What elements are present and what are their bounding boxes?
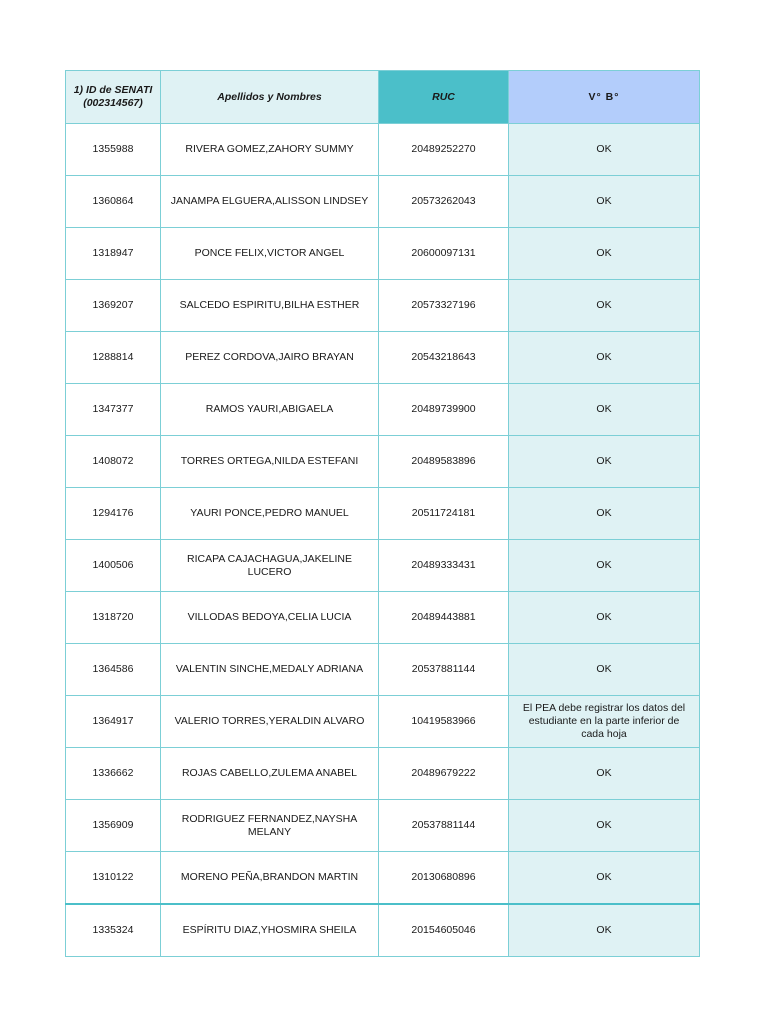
cell-id: 1310122 xyxy=(66,852,161,905)
cell-name: RODRIGUEZ FERNANDEZ,NAYSHA MELANY xyxy=(161,800,379,852)
table-body xyxy=(66,124,700,957)
cell-ruc: 20154605046 xyxy=(379,904,509,957)
table-row xyxy=(66,280,700,332)
cell-vb: OK xyxy=(509,124,700,176)
column-header-ruc: RUC xyxy=(379,71,509,124)
cell-vb: OK xyxy=(509,280,700,332)
cell-id: 1355988 xyxy=(66,124,161,176)
cell-id: 1364586 xyxy=(66,644,161,696)
cell-name: RICAPA CAJACHAGUA,JAKELINE LUCERO xyxy=(161,540,379,592)
cell-id: 1335324 xyxy=(66,904,161,957)
cell-vb: OK xyxy=(509,332,700,384)
column-header-id: 1) ID de SENATI (002314567) xyxy=(66,71,161,124)
cell-name: MORENO PEÑA,BRANDON MARTIN xyxy=(161,852,379,905)
cell-id: 1369207 xyxy=(66,280,161,332)
cell-ruc: 20537881144 xyxy=(379,800,509,852)
table-row xyxy=(66,800,700,852)
table-row xyxy=(66,228,700,280)
cell-name: VILLODAS BEDOYA,CELIA LUCIA xyxy=(161,592,379,644)
table-row xyxy=(66,436,700,488)
cell-ruc: 20573262043 xyxy=(379,176,509,228)
table-row xyxy=(66,748,700,800)
cell-id: 1408072 xyxy=(66,436,161,488)
cell-vb: OK xyxy=(509,436,700,488)
cell-vb: OK xyxy=(509,644,700,696)
cell-vb: OK xyxy=(509,748,700,800)
cell-ruc: 20537881144 xyxy=(379,644,509,696)
cell-ruc: 20511724181 xyxy=(379,488,509,540)
cell-id: 1347377 xyxy=(66,384,161,436)
cell-name: VALENTIN SINCHE,MEDALY ADRIANA xyxy=(161,644,379,696)
cell-vb: OK xyxy=(509,800,700,852)
cell-vb: OK xyxy=(509,852,700,905)
table-row xyxy=(66,904,700,957)
cell-name: VALERIO TORRES,YERALDIN ALVARO xyxy=(161,696,379,748)
table-row xyxy=(66,176,700,228)
cell-name: ROJAS CABELLO,ZULEMA ANABEL xyxy=(161,748,379,800)
cell-vb: OK xyxy=(509,228,700,280)
cell-id: 1356909 xyxy=(66,800,161,852)
cell-id: 1364917 xyxy=(66,696,161,748)
cell-name: JANAMPA ELGUERA,ALISSON LINDSEY xyxy=(161,176,379,228)
cell-id: 1288814 xyxy=(66,332,161,384)
cell-vb: OK xyxy=(509,488,700,540)
table-row xyxy=(66,488,700,540)
cell-ruc: 20130680896 xyxy=(379,852,509,905)
cell-ruc: 20489252270 xyxy=(379,124,509,176)
cell-ruc: 20489583896 xyxy=(379,436,509,488)
header-row xyxy=(66,71,700,124)
cell-name: RIVERA GOMEZ,ZAHORY SUMMY xyxy=(161,124,379,176)
cell-ruc: 20489679222 xyxy=(379,748,509,800)
cell-name: PONCE FELIX,VICTOR ANGEL xyxy=(161,228,379,280)
cell-vb-note: El PEA debe registrar los datos del estudiante en la parte inferior de cada hoja xyxy=(509,696,700,748)
table-row xyxy=(66,696,700,748)
cell-vb: OK xyxy=(509,176,700,228)
cell-ruc: 20543218643 xyxy=(379,332,509,384)
cell-vb: OK xyxy=(509,904,700,957)
cell-ruc: 20489443881 xyxy=(379,592,509,644)
cell-name: ESPÍRITU DIAZ,YHOSMIRA SHEILA xyxy=(161,904,379,957)
table-row xyxy=(66,124,700,176)
cell-vb: OK xyxy=(509,540,700,592)
cell-ruc: 20489333431 xyxy=(379,540,509,592)
cell-name: SALCEDO ESPIRITU,BILHA ESTHER xyxy=(161,280,379,332)
cell-id: 1400506 xyxy=(66,540,161,592)
table-row xyxy=(66,852,700,905)
cell-vb: OK xyxy=(509,384,700,436)
cell-ruc: 20573327196 xyxy=(379,280,509,332)
cell-id: 1318947 xyxy=(66,228,161,280)
cell-ruc: 20600097131 xyxy=(379,228,509,280)
column-header-vb: V° B° xyxy=(509,71,700,124)
table-row xyxy=(66,592,700,644)
table-row xyxy=(66,332,700,384)
cell-ruc: 10419583966 xyxy=(379,696,509,748)
cell-id: 1360864 xyxy=(66,176,161,228)
cell-ruc: 20489739900 xyxy=(379,384,509,436)
cell-name: TORRES ORTEGA,NILDA ESTEFANI xyxy=(161,436,379,488)
cell-name: PEREZ CORDOVA,JAIRO BRAYAN xyxy=(161,332,379,384)
student-ruc-table xyxy=(65,70,700,957)
table-row xyxy=(66,384,700,436)
cell-id: 1294176 xyxy=(66,488,161,540)
table-row xyxy=(66,644,700,696)
cell-name: YAURI PONCE,PEDRO MANUEL xyxy=(161,488,379,540)
cell-vb: OK xyxy=(509,592,700,644)
cell-id: 1336662 xyxy=(66,748,161,800)
table-row xyxy=(66,540,700,592)
cell-name: RAMOS YAURI,ABIGAELA xyxy=(161,384,379,436)
column-header-name: Apellidos y Nombres xyxy=(161,71,379,124)
cell-id: 1318720 xyxy=(66,592,161,644)
